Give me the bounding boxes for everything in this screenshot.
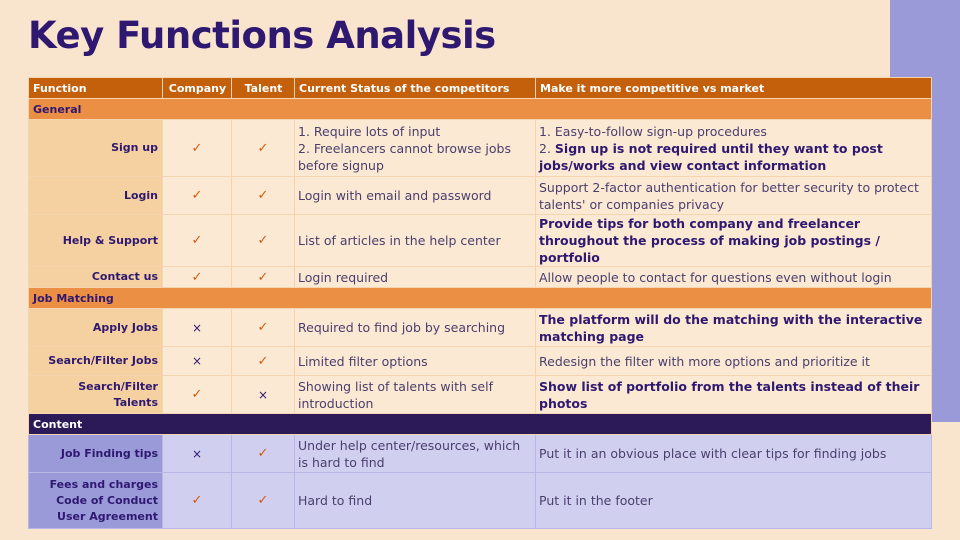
- table-row: [29, 473, 932, 529]
- checkmark-icon: ✓: [232, 215, 295, 267]
- checkmark-icon: ✓: [163, 120, 232, 177]
- cross-icon: ×: [163, 309, 232, 347]
- function-name: Login: [29, 177, 163, 215]
- function-name: Help & Support: [29, 215, 163, 267]
- improve-cell: Support 2-factor authentication for better security to protect talents' or companies privacy: [536, 177, 932, 215]
- status-cell: Limited filter options: [295, 347, 536, 376]
- checkmark-icon: ✓: [232, 473, 295, 529]
- checkmark-icon: ✓: [232, 435, 295, 473]
- section-row-content: [29, 414, 932, 435]
- header-status: Current Status of the competitors: [295, 78, 536, 99]
- status-cell: Hard to find: [295, 473, 536, 529]
- status-cell: Under help center/resources, which is hard to find: [295, 435, 536, 473]
- checkmark-icon: ✓: [232, 177, 295, 215]
- cross-icon: ×: [232, 376, 295, 414]
- function-name: Contact us: [29, 267, 163, 288]
- improve-cell: Put it in an obvious place with clear tips for finding jobs: [536, 435, 932, 473]
- section-row-job-matching: [29, 288, 932, 309]
- function-name: Search/Filter Jobs: [29, 347, 163, 376]
- checkmark-icon: ✓: [163, 177, 232, 215]
- section-row-general: [29, 99, 932, 120]
- function-line: User Agreement: [57, 509, 158, 523]
- function-name: Apply Jobs: [29, 309, 163, 347]
- page-title: Key Functions Analysis: [28, 14, 496, 57]
- improve-cell: [536, 120, 932, 177]
- checkmark-icon: ✓: [163, 215, 232, 267]
- function-name: Job Finding tips: [29, 435, 163, 473]
- header-function: Function: [29, 78, 163, 99]
- table-row: [29, 347, 932, 376]
- improve-prefix: 2.: [539, 140, 555, 156]
- status-cell: Login with email and password: [295, 177, 536, 215]
- status-line: 1. Require lots of input: [298, 123, 441, 139]
- function-name: [29, 473, 163, 529]
- improve-cell: Provide tips for both company and freelancer throughout the process of making job postings / portfolio: [536, 215, 932, 267]
- cross-icon: ×: [163, 435, 232, 473]
- checkmark-icon: ✓: [232, 347, 295, 376]
- checkmark-icon: ✓: [232, 120, 295, 177]
- functions-table: [28, 77, 932, 529]
- header-company: Company: [163, 78, 232, 99]
- checkmark-icon: ✓: [232, 309, 295, 347]
- improve-emphasis: Sign up is not required until they want to post jobs/works and view contact information: [539, 140, 883, 173]
- improve-cell: Allow people to contact for questions even without login: [536, 267, 932, 288]
- improve-cell: Show list of portfolio from the talents instead of their photos: [536, 376, 932, 414]
- status-cell: Required to find job by searching: [295, 309, 536, 347]
- improve-cell: Put it in the footer: [536, 473, 932, 529]
- table-row: [29, 435, 932, 473]
- improve-line: [539, 140, 928, 174]
- status-line: 2. Freelancers cannot browse jobs before signup: [298, 140, 511, 173]
- table-row: [29, 215, 932, 267]
- table-row: [29, 309, 932, 347]
- header-improve: Make it more competitive vs market: [536, 78, 932, 99]
- section-label: Content: [29, 414, 932, 435]
- status-cell: List of articles in the help center: [295, 215, 536, 267]
- improve-cell: The platform will do the matching with the interactive matching page: [536, 309, 932, 347]
- function-name: Sign up: [29, 120, 163, 177]
- table-row: [29, 376, 932, 414]
- status-cell: Login required: [295, 267, 536, 288]
- status-cell: Showing list of talents with self introduction: [295, 376, 536, 414]
- table-row: [29, 120, 932, 177]
- section-label: General: [29, 99, 932, 120]
- cross-icon: ×: [163, 347, 232, 376]
- checkmark-icon: ✓: [163, 376, 232, 414]
- improve-line: 1. Easy-to-follow sign-up procedures: [539, 123, 767, 139]
- header-talent: Talent: [232, 78, 295, 99]
- section-label: Job Matching: [29, 288, 932, 309]
- checkmark-icon: ✓: [232, 267, 295, 288]
- improve-cell: Redesign the filter with more options and prioritize it: [536, 347, 932, 376]
- table-header-row: [29, 78, 932, 99]
- status-cell: [295, 120, 536, 177]
- table-row: [29, 177, 932, 215]
- function-name: Search/Filter Talents: [29, 376, 163, 414]
- table-row: [29, 267, 932, 288]
- checkmark-icon: ✓: [163, 473, 232, 529]
- function-line: Fees and charges: [49, 477, 158, 491]
- function-line: Code of Conduct: [56, 493, 158, 507]
- checkmark-icon: ✓: [163, 267, 232, 288]
